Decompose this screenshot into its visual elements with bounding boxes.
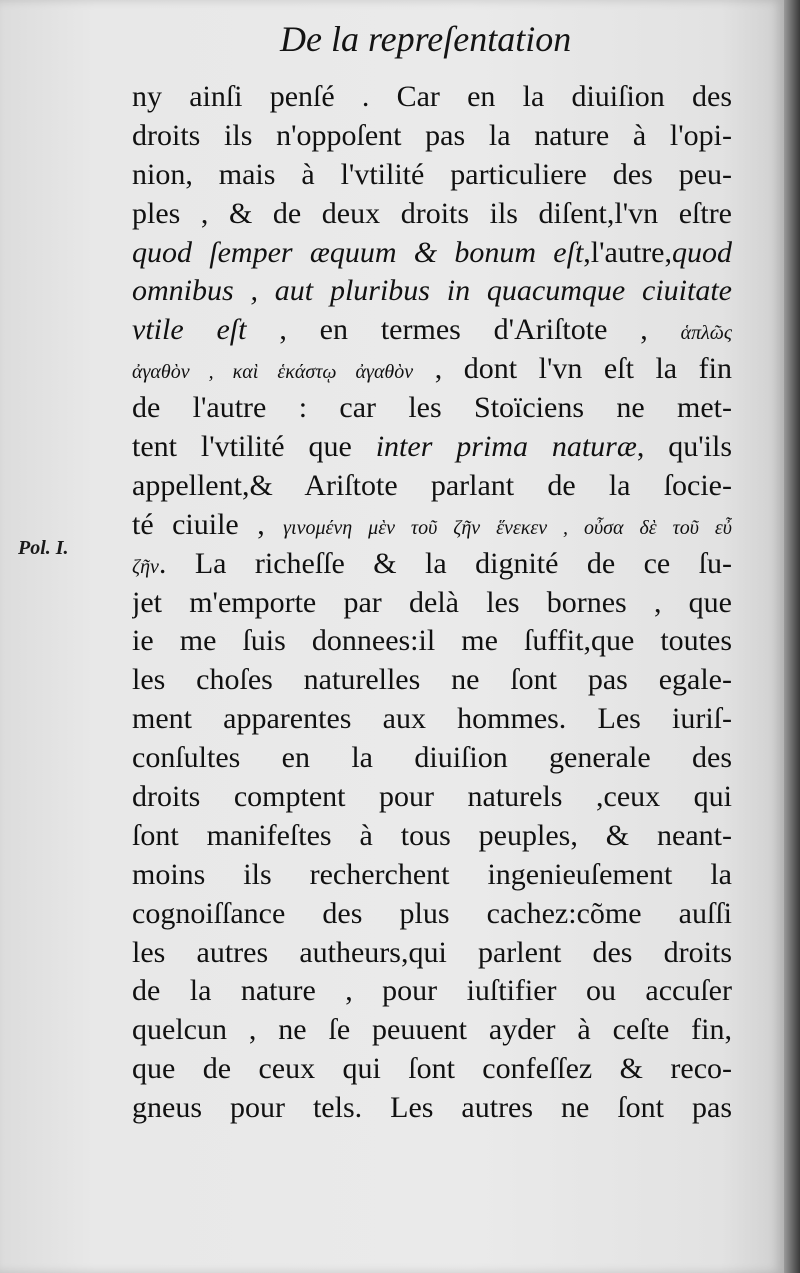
body-text bbox=[132, 78, 732, 1128]
text-line: appellent,& Ariſtote parlant de la ſocie- bbox=[132, 468, 732, 502]
greek-quote: ζῆν bbox=[132, 555, 159, 578]
text-line bbox=[132, 506, 732, 545]
latin-quote: inter prima naturæ bbox=[375, 430, 637, 464]
running-title: De la repreſentation bbox=[280, 19, 572, 59]
text-line: cognoiſſance des plus cachez:cõme auſſi bbox=[132, 896, 732, 930]
text-line bbox=[132, 428, 732, 467]
text-line bbox=[132, 311, 732, 350]
text-line: ſont manifeſtes à tous peuples, & neant- bbox=[132, 818, 732, 852]
latin-quote: quod bbox=[672, 235, 732, 269]
text-line: de l'autre : car les Stoïciens ne met- bbox=[132, 391, 732, 425]
text-line: les choſes naturelles ne ſont pas egale- bbox=[132, 663, 732, 697]
text-line: nion, mais à l'vtilité particuliere des peu- bbox=[132, 157, 732, 191]
text-line: jet m'emporte par delà les bornes , que bbox=[132, 585, 732, 619]
page-edge-shadow bbox=[784, 0, 800, 1273]
greek-quote: ἁπλῶς bbox=[680, 322, 732, 345]
text-line: ment apparentes aux hommes. Les iuriſ- bbox=[132, 702, 732, 736]
text-run: , qu'ils bbox=[636, 430, 732, 464]
text-run: . La richeſſe & la dignité de ce ſu- bbox=[158, 546, 732, 580]
text-line: omnibus , aut pluribus in quacumque ciuitate bbox=[132, 274, 732, 308]
margin-note: Pol. I. bbox=[18, 537, 69, 559]
text-line bbox=[132, 234, 732, 273]
text-line: ples , & de deux droits ils diſent,l'vn eſtre bbox=[132, 196, 732, 230]
text-line: de la nature , pour iuſtifier ou accuſer bbox=[132, 974, 732, 1008]
text-run: ,l'autre, bbox=[583, 235, 672, 269]
latin-quote: quod ſemper æquum & bonum eſt bbox=[132, 235, 584, 269]
text-run: , dont l'vn eſt la fin bbox=[413, 352, 732, 386]
text-line: les autres autheurs,qui parlent des droits bbox=[132, 935, 732, 969]
text-run: tent l'vtilité que bbox=[132, 430, 376, 464]
text-line: que de ceux qui ſont confeſſez & reco- bbox=[132, 1052, 732, 1086]
text-run: , en termes d'Ariſtote , bbox=[246, 313, 681, 347]
text-line: droits ils n'oppoſent pas la nature à l'opi- bbox=[132, 118, 732, 152]
greek-quote: γινομένη μὲν τοῦ ζῆν ἕνεκεν , οὖσα δὲ τοῦ εὖ bbox=[283, 516, 732, 539]
text-line: ie me ſuis donnees:il me ſuffit,que toutes bbox=[132, 624, 732, 658]
text-line: droits comptent pour naturels ,ceux qui bbox=[132, 780, 732, 814]
text-line: gneus pour tels. Les autres ne ſont pas bbox=[132, 1091, 732, 1125]
text-line bbox=[132, 545, 732, 584]
text-line bbox=[132, 350, 732, 389]
text-line: quelcun , ne ſe peuuent ayder à ceſte fin, bbox=[132, 1013, 732, 1047]
text-line: ny ainſi penſé . Car en la diuiſion des bbox=[132, 80, 732, 113]
latin-quote: vtile eſt bbox=[132, 313, 247, 347]
text-line: moins ils recherchent ingenieuſement la bbox=[132, 857, 732, 891]
text-line: conſultes en la diuiſion generale des bbox=[132, 741, 732, 775]
text-run: té ciuile , bbox=[132, 507, 284, 541]
greek-quote: ἀγαθὸν , καὶ ἑκάστῳ ἀγαθὸν bbox=[132, 361, 414, 384]
